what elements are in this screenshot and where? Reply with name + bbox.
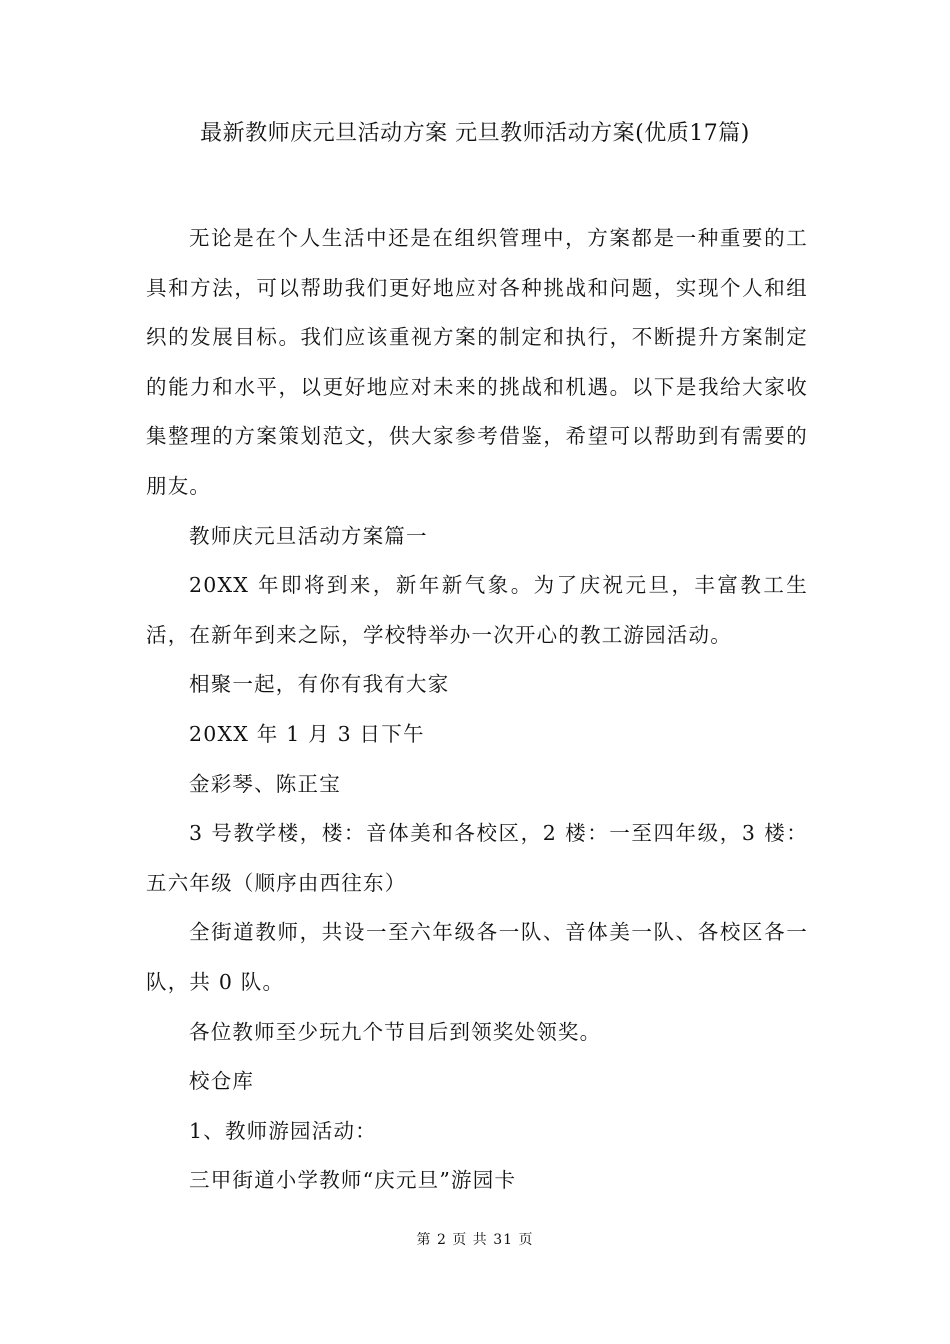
paragraph: 金彩琴、陈正宝: [189, 771, 341, 796]
paragraph: 校仓库: [189, 1069, 255, 1094]
paragraph: 三甲街道小学教师“庆元旦”游园卡: [189, 1168, 517, 1193]
paragraph: 3 号教学楼，楼：音体美和各校区，2 楼：一至四年级，3 楼：五六年级（顺序由西往东）: [146, 821, 808, 895]
paragraph: 全街道教师，共设一至六年级各一队、音体美一队、各校区各一队，共 0 队。: [146, 920, 808, 994]
document-body: [146, 214, 808, 1206]
paragraph: 相聚一起，有你有我有大家: [189, 672, 450, 697]
paragraph-intro: 无论是在个人生活中还是在组织管理中，方案都是一种重要的工具和方法，可以帮助我们更好地应对各种挑战和问题，实现个人和组织的发展目标。我们应该重视方案的制定和执行，不断提升方案制定的能力和水平，以更好地应对未来的挑战和机遇。以下是我给大家收集整理的方案策划范文，供大家参考借鉴，希望可以帮助到有需要的朋友。: [146, 226, 808, 498]
paragraph: 1、教师游园活动：: [189, 1118, 377, 1143]
page-footer: 第 2 页 共 31 页: [416, 1232, 534, 1248]
paragraph: 20XX 年即将到来，新年新气象。为了庆祝元旦，丰富教工生活，在新年到来之际，学校特举办一次开心的教工游园活动。: [146, 573, 808, 647]
paragraph: 各位教师至少玩九个节目后到领奖处领奖。: [189, 1019, 602, 1044]
document-title: 最新教师庆元旦活动方案 元旦教师活动方案(优质17篇): [200, 121, 750, 146]
section-heading: 教师庆元旦活动方案篇一: [189, 523, 428, 548]
paragraph: 20XX 年 1 月 3 日下午: [189, 721, 425, 746]
